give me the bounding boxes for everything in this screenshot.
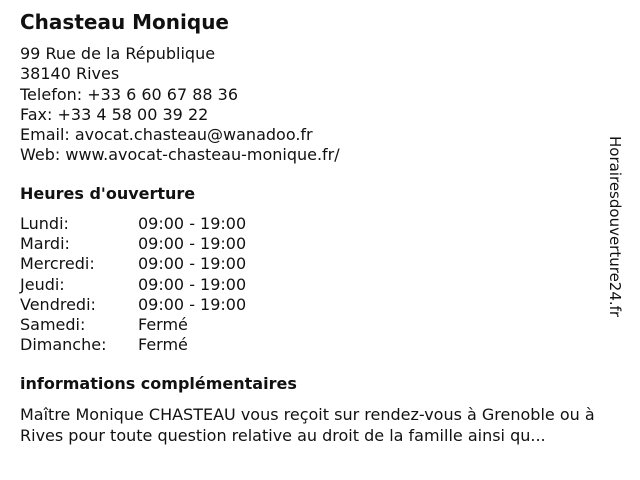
day-label: Mardi: (20, 234, 70, 254)
contact-block (20, 44, 340, 166)
website-url: Web: www.avocat-chasteau-monique.fr/ (20, 145, 340, 165)
day-hours: 09:00 - 19:00 (138, 254, 247, 274)
site-credit-vertical: Horairesdouverture24.fr (606, 136, 624, 318)
day-label: Vendredi: (20, 294, 96, 314)
day-label: Lundi: (20, 214, 69, 233)
email-address: Email: avocat.chasteau@wanadoo.fr (20, 125, 313, 145)
day-hours: 09:00 - 19:00 (138, 214, 247, 233)
phone-number: Telefon: +33 6 60 67 88 36 (20, 84, 239, 104)
hours-row-wednesday (20, 254, 246, 274)
day-label: Mercredi: (20, 254, 95, 274)
info-heading: informations complémentaires (20, 374, 297, 393)
info-description: Maître Monique CHASTEAU vous reçoit sur rendez-vous à Grenoble ou à Rives pour toute question relative au droit de la famille ainsi qu... (20, 405, 595, 445)
day-hours: Fermé (138, 315, 188, 335)
opening-hours-heading: Heures d'ouverture (20, 184, 196, 203)
day-label: Jeudi: (20, 274, 65, 294)
fax-number: Fax: +33 4 58 00 39 22 (20, 104, 209, 124)
hours-row-sunday (20, 335, 246, 355)
day-label: Samedi: (20, 315, 86, 335)
day-hours: 09:00 - 19:00 (138, 294, 247, 314)
hours-row-friday (20, 295, 246, 315)
street-address: 99 Rue de la République (20, 44, 216, 63)
opening-hours-table (20, 214, 246, 355)
day-hours: 09:00 - 19:00 (138, 234, 247, 254)
business-name: Chasteau Monique (20, 10, 229, 34)
hours-row-monday (20, 214, 246, 234)
day-hours: Fermé (138, 335, 188, 355)
hours-row-thursday (20, 275, 246, 295)
hours-row-saturday (20, 315, 246, 335)
day-label: Dimanche: (20, 335, 107, 355)
hours-row-tuesday (20, 234, 246, 254)
day-hours: 09:00 - 19:00 (138, 274, 247, 294)
postal-city: 38140 Rives (20, 64, 120, 84)
